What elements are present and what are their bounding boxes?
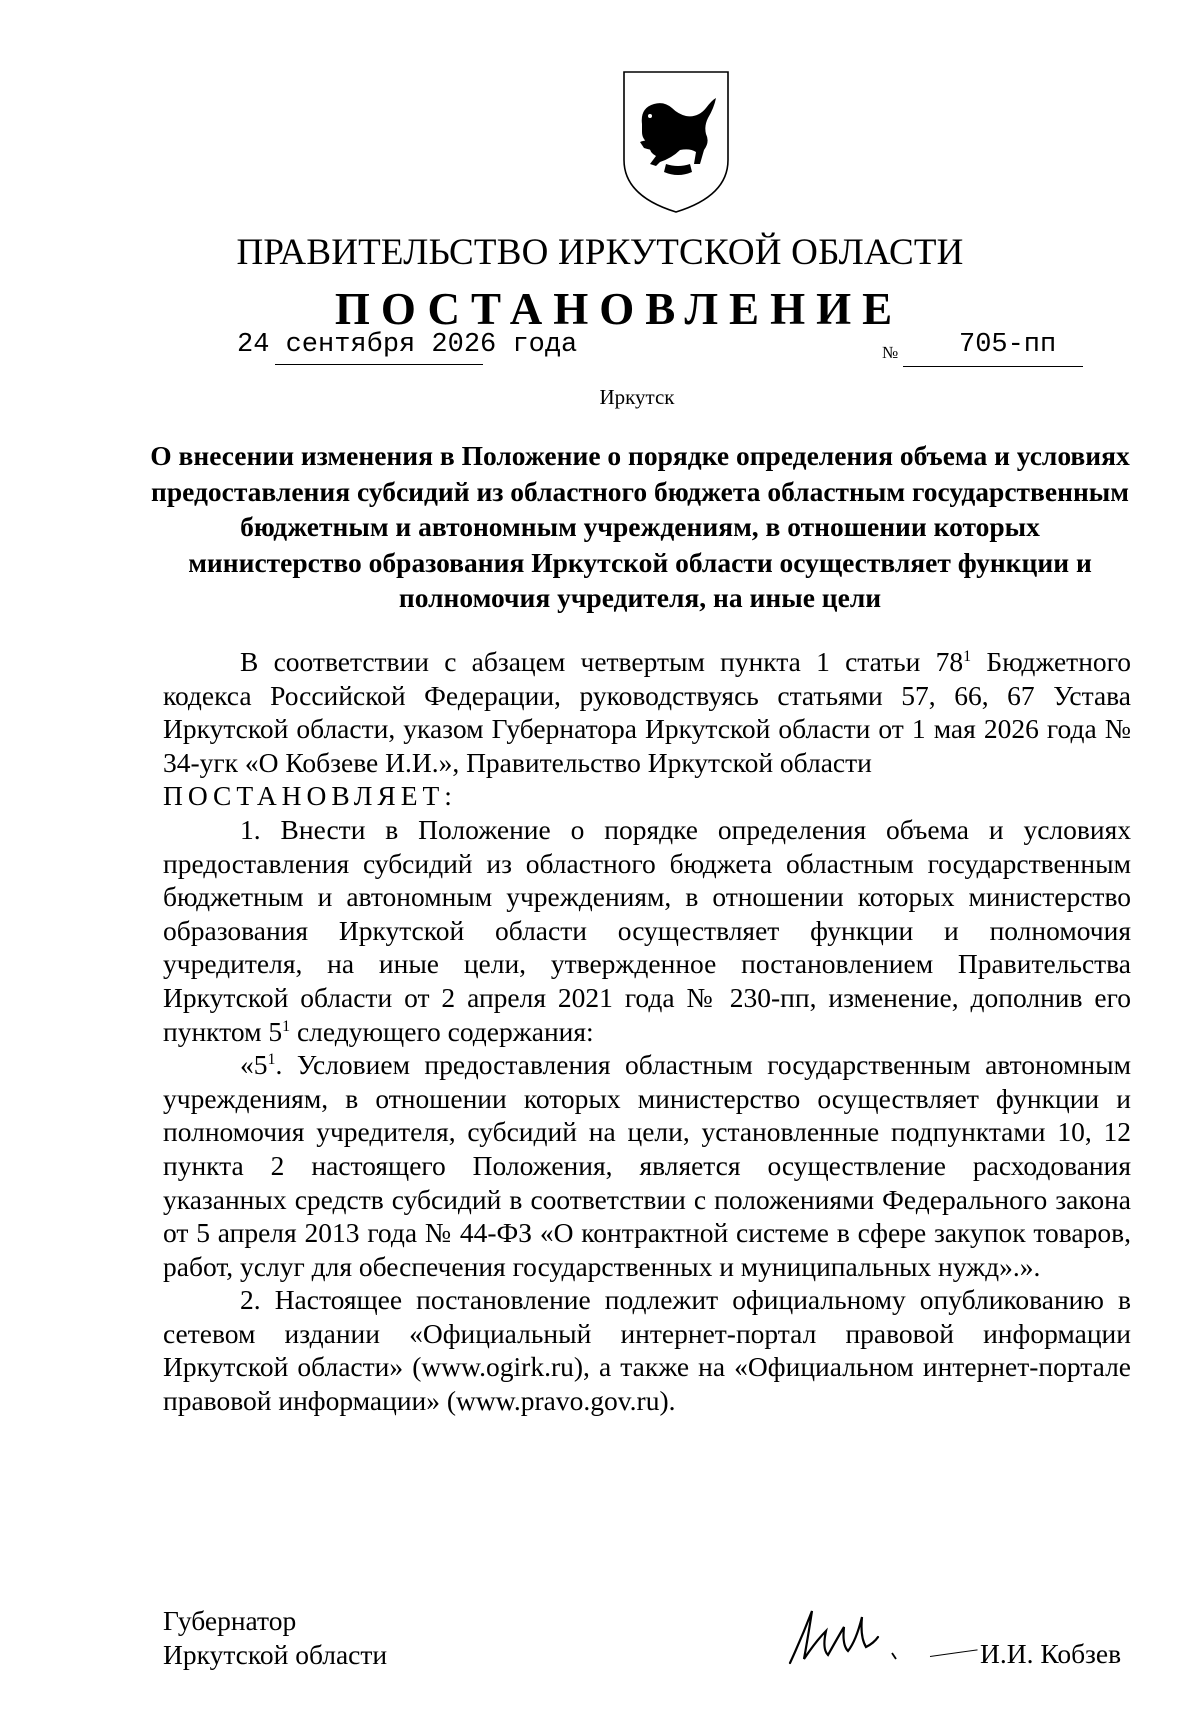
number-underline: [903, 366, 1083, 367]
document-body: [163, 645, 1131, 1418]
issuing-authority: ПРАВИТЕЛЬСТВО ИРКУТСКОЙ ОБЛАСТИ: [236, 232, 964, 273]
item-1-superscript: 1: [282, 1017, 291, 1035]
document-date: 24 сентября 2026 года: [237, 330, 578, 360]
preamble-paragraph: [163, 645, 1131, 779]
irkutsk-coat-of-arms-icon: [620, 68, 732, 216]
signatory-position-line-2: Иркутской области: [163, 1638, 388, 1670]
document-number: 705-пп: [959, 330, 1057, 360]
preamble-text-end: Бюджетного кодекса Российской Федерации, руководствуясь статьями 57, 66, 67 Устава Иркутской области, указом Губернатора Иркутской области от 1 мая 2026 года № 34-угк «О Кобзеве И.И.», Правительство Иркутской области: [163, 646, 1132, 778]
document-type-heading: ПОСТАНОВЛЕНИЕ: [334, 284, 904, 334]
date-underline: [275, 364, 483, 365]
item-1-text-end: следующего содержания:: [290, 1015, 594, 1047]
item-1-paragraph: [163, 813, 1131, 1048]
quoted-clause-paragraph: [163, 1048, 1131, 1283]
document-title: О внесении изменения в Положение о порядке определения объема и условиях предоставления субсидий из областного бюджета областным государственным бюджетным и автономным учреждениям, в отношении которых министерство образования Иркутской области осуществляет функции и полномочия учредителя, на иные цели: [150, 440, 1130, 613]
preamble-superscript: 1: [963, 647, 972, 665]
item-1-text-start: 1. Внести в Положение о порядке определения объема и условиях предоставления субсидий из областного бюджета областным государственным бюджетным и автономным учреждениям, в отношении которых министерство образования Иркутской области осуществляет функции и полномочия учредителя, на иные цели, утвержденное постановлением Правительства Иркутской области от 2 апреля 2021 года № 230-пп, изменение, дополнив его пунктом 5: [163, 813, 1131, 1047]
signatory-position-line-1: Губернатор: [163, 1605, 297, 1636]
number-sign: №: [882, 343, 899, 362]
signatory-name: И.И. Кобзев: [980, 1638, 1122, 1669]
decree-word: ПОСТАНОВЛЯЕТ:: [163, 780, 457, 812]
quoted-clause-superscript: 1: [267, 1050, 276, 1068]
signatory-position: [163, 1604, 387, 1671]
quoted-clause-text-end: . Условием предоставления областным государственным автономным учреждениям, в отношении которых министерство осуществляет функции и полномочия учредителя, субсидий на цели, установленные подпунктами 10, 12 пункта 2 настоящего Положения, является осуществление расходования указанных средств субсидий в соответствии с положениями Федерального закона от 5 апреля 2013 года № 44-ФЗ «О контрактной системе в сфере закупок товаров, работ, услуг для обеспечения государственных и муниципальных нужд».».: [163, 1049, 1131, 1282]
quoted-clause-text-start: «5: [240, 1049, 268, 1081]
document-city: Иркутск: [599, 385, 675, 409]
preamble-text-start: В соответствии с абзацем четвертым пункта 1 статьи 78: [240, 646, 964, 677]
signature-dash: [930, 1649, 978, 1657]
handwritten-signature: [782, 1597, 932, 1669]
item-2-paragraph: 2. Настоящее постановление подлежит официальному опубликованию в сетевом издании «Официальный интернет-портал правовой информации Иркутской области» (www.ogirk.ru), а также на «Официальном интернет-портале правовой информации» (www.pravo.gov.ru).: [163, 1284, 1131, 1417]
